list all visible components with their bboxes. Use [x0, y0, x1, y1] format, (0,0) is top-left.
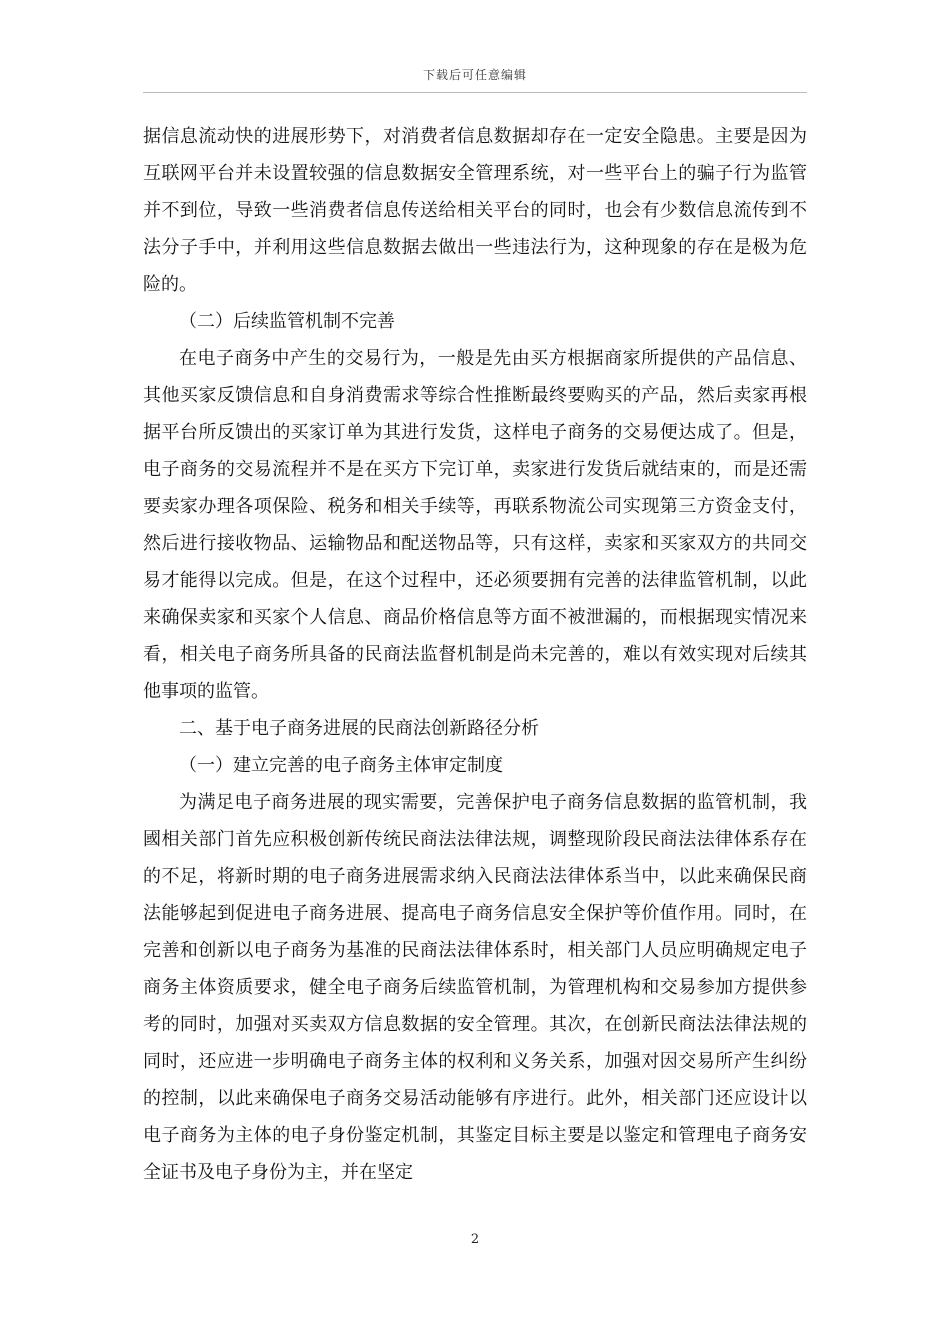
page-header: 下载后可任意编辑: [422, 68, 527, 82]
page-number: 2: [470, 1232, 480, 1247]
section-heading-innovation-path: 二、基于电子商务进展的民商法创新路径分析: [179, 718, 539, 739]
subheading-follow-up-supervision: （二）后续监管机制不完善: [179, 311, 395, 332]
paragraph-transaction-process: 在电子商务中产生的交易行为，一般是先由买方根据商家所提供的产品信息、其他买家反馈信息和自身消费需求等综合性推断最终要购买的产品，然后卖家再根据平台所反馈出的买家订单为其进行发货，这样电子商务的交易便达成了。但是，电子商务的交易流程并不是在买方下完订单，卖家进行发货后就结束的，而是还需要卖家办理各项保险、税务和相关手续等，再联系物流公司实现第三方资金支付，然后进行接收物品、运输物品和配送物品等，只有这样，卖家和买家双方的共同交易才能得以完成。但是，在这个过程中，还必须要拥有完善的法律监管机制，以此来确保卖家和买家个人信息、商品价格信息等方面不被泄漏的，而根据现实情况来看，相关电子商务所具备的民商法监督机制是尚未完善的，难以有效实现对后续其他事项的监管。: [143, 348, 807, 702]
document-body: [143, 118, 807, 1191]
paragraph-regulatory-measures: 为满足电子商务进展的现实需要，完善保护电子商务信息数据的监管机制，我國相关部门首先应积极创新传统民商法法律法规，调整现阶段民商法法律体系存在的不足，将新时期的电子商务进展需求纳入民商法法律体系当中，以此来确保民商法能够起到促进电子商务进展、提高电子商务信息安全保护等价值作用。同时，在完善和创新以电子商务为基准的民商法法律体系时，相关部门人员应明确规定电子商务主体资质要求，健全电子商务后续监管机制，为管理机构和交易参加方提供参考的同时，加强对买卖双方信息数据的安全管理。其次，在创新民商法法律法规的同时，还应进一步明确电子商务主体的权利和义务关系，加强对因交易所产生纠纷的控制，以此来确保电子商务交易活动能够有序进行。此外，相关部门还应设计以电子商务为主体的电子身份鉴定机制，其鉴定目标主要是以鉴定和管理电子商务安全证书及电子身份为主，并在坚定: [143, 792, 807, 1183]
subheading-subject-review-system: （一）建立完善的电子商务主体审定制度: [179, 755, 503, 776]
paragraph-continued: 据信息流动快的进展形势下，对消费者信息数据却存在一定安全隐患。主要是因为互联网平台并未设置较强的信息数据安全管理系统，对一些平台上的骗子行为监管并不到位，导致一些消费者信息传送给相关平台的同时，也会有少数信息流传到不法分子手中，并利用这些信息数据去做出一些违法行为，这种现象的存在是极为危险的。: [143, 126, 807, 295]
header-divider: [143, 92, 807, 93]
